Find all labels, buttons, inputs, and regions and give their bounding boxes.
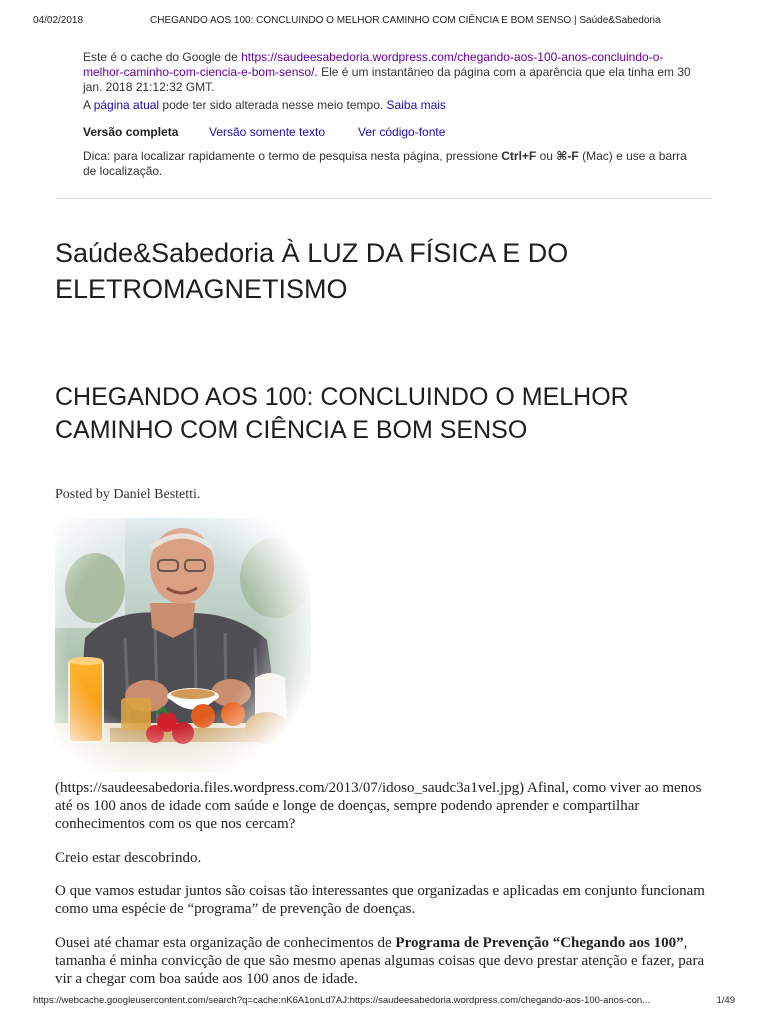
current-page-notice: A página atual pode ter sido alterada nesse meio tempo. Saiba mais [83,98,446,112]
body-paragraph-1: (https://saudeesabedoria.files.wordpress.com/2013/07/idoso_saudc3a1vel.jpg) Afinal, como viver ao menos até os 100 anos de idade com saúde e longe de doenças, sempre podendo aprender e compartilhar conhecimentos com os que nos cercam? [55,780,702,832]
post-image-elderly-man[interactable] [55,518,311,772]
print-page-title: CHEGANDO AOS 100: CONCLUINDO O MELHOR CAMINHO COM CIÊNCIA E BOM SENSO | Saúde&Sabedoria [150,15,661,26]
post-author: Posted by Daniel Bestetti. [55,487,201,502]
cmd-f-shortcut: ⌘-F [556,149,579,163]
print-date: 04/02/2018 [33,15,84,26]
body-paragraph-2: Creio estar descobrindo. [55,850,202,866]
ctrl-f-shortcut: Ctrl+F [501,149,537,163]
learn-more-link[interactable]: Saiba mais [386,98,446,112]
cache-divider [56,198,712,199]
text-only-version-link[interactable]: Versão somente texto [209,125,326,139]
cache-notice: Este é o cache do Google de https://saudeesabedoria.wordpress.com/chegando-aos-100-anos-concluindo-o-melhor-caminho-com-ciencia-e-bom-senso/. Ele é um instantâneo da página com a aparência que ela tinha em 30 jan. 2018 21:12:32 GMT. [83,50,691,94]
page-number: 1/49 [716,995,735,1006]
search-tip: Dica: para localizar rapidamente o termo de pesquisa nesta página, pressione Ctrl+F ou ⌘-F (Mac) e use a barra de localização. [83,149,687,178]
cached-page-link[interactable]: https://saudeesabedoria.wordpress.com/chegando-aos-100-anos-concluindo-o-melhor-caminho-com-ciencia-e-bom-senso/ [83,50,664,79]
current-page-link[interactable]: página atual [93,98,160,112]
site-title[interactable]: Saúde&Sabedoria À LUZ DA FÍSICA E DO ELETROMAGNETISMO [55,238,569,304]
body-paragraph-3: O que vamos estudar juntos são coisas tão interessantes que organizadas e aplicadas em conjunto funcionam como uma espécie de “programa” de prevenção de doenças. [55,883,705,917]
print-header [33,15,735,29]
print-url: https://webcache.googleusercontent.com/search?q=cache:nK6A1onLd7AJ:https://saudeesabedoria.wordpress.com/chegando-aos-100-anos-con... [33,995,651,1006]
google-cache-banner [83,50,703,179]
body-paragraph-4: Ousei até chamar esta organização de conhecimentos de Programa de Prevenção “Chegando aos 100”, tamanha é minha convicção de que são mesmo apenas algumas coisas que devo prestar atenção e fazer, para vir a chegar com boa saúde aos 100 anos de idade. [55,935,705,987]
post-title[interactable]: CHEGANDO AOS 100: CONCLUINDO O MELHOR CAMINHO COM CIÊNCIA E BOM SENSO [55,383,629,444]
cache-version-links [83,125,703,141]
full-version-label: Versão completa [83,125,179,139]
print-footer [33,995,735,1009]
view-source-link[interactable]: Ver código-fonte [358,125,446,139]
program-name: Programa de Prevenção “Chegando aos 100” [395,935,684,951]
